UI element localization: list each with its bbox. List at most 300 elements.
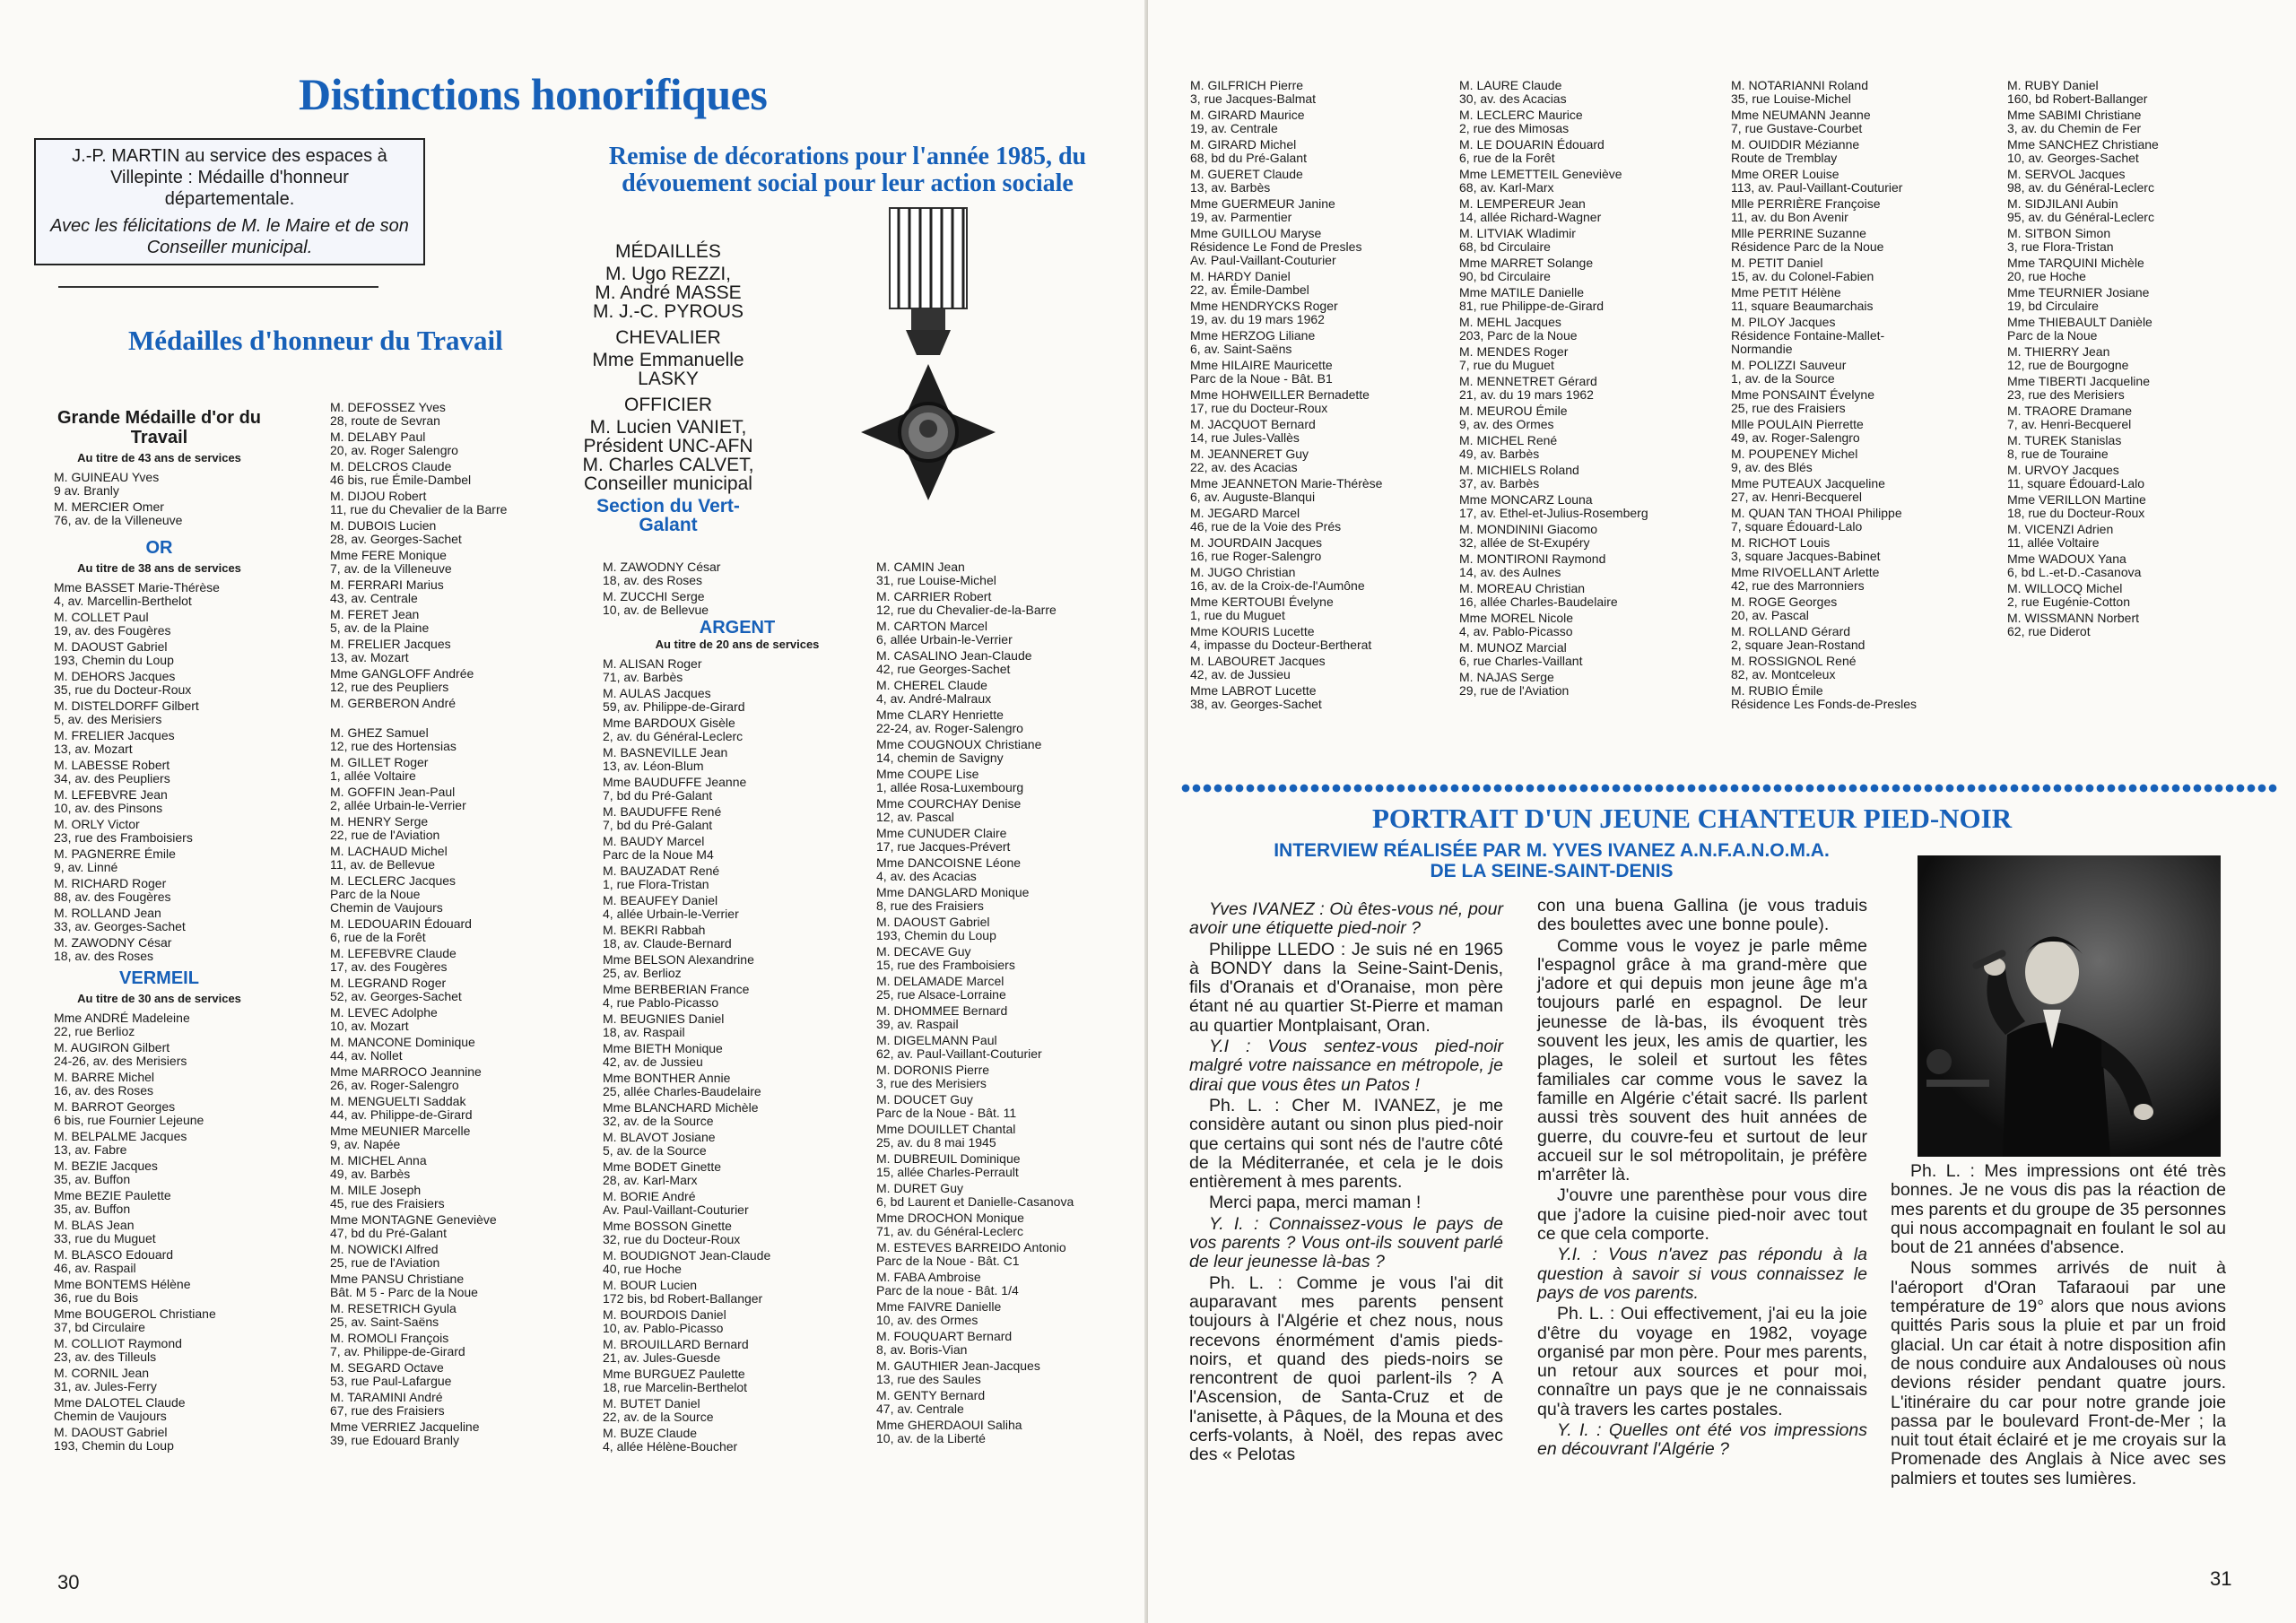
list-item: M. DISTELDORFF Gilbert 5, av. des Merisiers <box>54 699 199 726</box>
list-item <box>2007 197 2276 224</box>
list-item <box>603 590 872 617</box>
person-name: Mme BODET Ginette <box>603 1159 722 1174</box>
person-address: Parc de la Noue <box>2007 328 2098 343</box>
list-item <box>1731 447 2000 474</box>
person-name: M. QUAN TAN THOAI Philippe <box>1731 506 1902 520</box>
list-item <box>1459 552 1728 579</box>
person-address: 90, bd Circulaire <box>1459 269 1551 283</box>
list-item <box>876 649 1136 676</box>
chevalier-name: Mme Emmanuelle LASKY <box>592 350 744 389</box>
list-item <box>603 1190 872 1217</box>
person-address: 32, av. de la Source <box>603 1114 714 1128</box>
person-name: M. MICHIELS Roland <box>1459 463 1579 477</box>
person-address: Résidence Parc de la Noue <box>1731 239 1884 254</box>
person-name: M. BAUDUFFE René <box>603 804 722 819</box>
person-name: Mlle PERRIÈRE Françoise <box>1731 196 1881 211</box>
person-address: 71, av. du Général-Leclerc <box>876 1224 1023 1238</box>
remise-title: Remise de décorations pour l'année 1985, du dévouement social pour leur action sociale <box>608 143 1087 197</box>
article-column-3 <box>1891 1162 2226 1490</box>
list-item <box>876 1034 1136 1061</box>
list-item: M. CORNIL Jean 31, av. Jules-Ferry <box>54 1366 157 1393</box>
person-address: 18, rue Marcelin-Berthelot <box>603 1380 748 1394</box>
person-name: Mme WADOUX Yana <box>2007 551 2126 566</box>
person-name: M. RICHOT Louis <box>1731 535 1831 550</box>
list-item <box>876 827 1136 854</box>
person-name: M. WILLOCQ Michel <box>2007 581 2123 595</box>
section-vert-galant: Section du Vert-Galant <box>596 496 740 535</box>
list-item <box>1190 625 1459 652</box>
person-name: M. BROUILLARD Bernard <box>603 1337 749 1351</box>
person-name: M. GIRARD Maurice <box>1190 108 1305 122</box>
list-item <box>2007 345 2276 372</box>
person-address: Chemin de Vaujours <box>330 900 443 915</box>
person-address: 12, rue du Chevalier-de-la-Barre <box>876 603 1057 617</box>
person-name: M. PETIT Daniel <box>1731 256 1823 270</box>
medaille-name: M. J.-C. PYROUS <box>592 301 744 322</box>
person-address: 4, allée Urbain-le-Verrier <box>603 907 739 921</box>
person-address: 25, av. Berlioz <box>603 966 682 980</box>
list-item <box>330 519 572 546</box>
person-address: 11, allée Voltaire <box>2007 535 2100 550</box>
person-address: 5, av. de la Plaine <box>330 621 430 635</box>
list-item <box>876 1271 1136 1298</box>
person-name: M. CASALINO Jean-Claude <box>876 648 1032 663</box>
person-address: 13, rue des Saules <box>876 1372 981 1386</box>
list-item: M. BARRE Michel 16, av. des Roses <box>54 1070 155 1098</box>
list-item: M. COLLIOT Raymond 23, av. des Tilleuls <box>54 1336 182 1364</box>
person-address: 42, av. de Jussieu <box>1190 667 1291 681</box>
person-name: Mme TIBERTI Jacqueline <box>2007 374 2150 388</box>
officier-name: M. Lucien VANIET, <box>589 417 747 438</box>
list-item <box>603 924 872 950</box>
list-item: M. AUGIRON Gilbert 24-26, av. des Merisiers <box>54 1040 187 1068</box>
person-name: Mme COUGNOUX Christiane <box>876 737 1042 751</box>
person-name: M. DURET Guy <box>876 1181 963 1195</box>
martin-box-congrats: Avec les félicitations de M. le Maire et de son Conseiller municipal. <box>50 216 409 257</box>
person-name: Mme MARRET Solange <box>1459 256 1594 270</box>
person-address: 16, allée Charles-Baudelaire <box>1459 595 1618 609</box>
person-name: M. JACQUOT Bernard <box>1190 417 1316 431</box>
list-item <box>876 1300 1136 1327</box>
person-name: M. DOUCET Guy <box>876 1092 973 1107</box>
person-address: 11, av. de Bellevue <box>330 857 436 872</box>
person-address: 15, rue des Framboisiers <box>876 958 1015 972</box>
person-address: 7, square Édouard-Lalo <box>1731 519 1863 534</box>
person-name: M. GUERET Claude <box>1190 167 1303 181</box>
list-item <box>1459 227 1728 254</box>
person-address: 19, bd Circulaire <box>2007 299 2099 313</box>
person-name: M. BEAUFEY Daniel <box>603 893 718 907</box>
person-address: 3, rue Jacques-Balmat <box>1190 91 1317 106</box>
person-address: 6, bd L.-et-D.-Casanova <box>2007 565 2142 579</box>
person-name: Mme CUNUDER Claire <box>876 826 1007 840</box>
person-address: 25, rue de l'Aviation <box>330 1255 440 1270</box>
person-address: 9, av. des Ormes <box>1459 417 1554 431</box>
person-address: 2, square Jean-Rostand <box>1731 638 1866 652</box>
list-item <box>1190 507 1459 534</box>
list-item <box>1190 299 1459 326</box>
person-name: Mme GHERDAOUI Saliha <box>876 1418 1022 1432</box>
list-item: M. BLAS Jean 33, rue du Muguet <box>54 1218 156 1245</box>
person-address: 37, av. Barbès <box>1459 476 1540 490</box>
list-item <box>330 1332 572 1358</box>
list-item <box>876 1330 1136 1357</box>
person-name: M. TARAMINI André <box>330 1390 443 1404</box>
list-item <box>876 560 1136 587</box>
interview-answer: Comme vous le voyez je parle même l'espagnol grâce à ma grand-mère que j'adore et qui depuis mon jeune âge m'a toujours parlé en espagnol. De leur jeunesse de là-bas, ils évoquent très souvent les jeux, les amis de quartier, les plages, le soleil et surtout les fêtes familiales car comme vous le savez la famille en Algérie c'était sacré. Ils parlent aussi très souvent des huit années de guerre, du couvre-feu et surtout de leur accueil sur le sol métropolitain, je préfère m'arrêter là. <box>1537 935 1867 1185</box>
person-address <box>330 710 572 724</box>
person-name: Mme THIEBAULT Danièle <box>2007 315 2152 329</box>
person-address: 1, allée Voltaire <box>330 768 416 783</box>
person-address: 11, square Édouard-Lalo <box>2007 476 2145 490</box>
person-address: 7, av. Henri-Becquerel <box>2007 417 2132 431</box>
list-item <box>2007 256 2276 283</box>
person-address: Parc de la Noue <box>330 887 421 901</box>
page-title: Distinctions honorifiques <box>299 69 768 119</box>
list-item <box>1190 138 1459 165</box>
person-name: M. BAUZADAT René <box>603 864 720 878</box>
person-address: 2, allée Urbain-le-Verrier <box>330 798 466 812</box>
list-item <box>1459 523 1728 550</box>
person-address: 9, av. Napée <box>330 1137 401 1151</box>
list-item <box>1190 388 1459 415</box>
person-address: 20, rue Hoche <box>2007 269 2086 283</box>
person-name: M. LEFEBVRE Claude <box>330 946 457 960</box>
list-item <box>603 1042 872 1069</box>
list-item <box>2007 612 2276 638</box>
person-address: 1, allée Rosa-Luxembourg <box>876 780 1024 794</box>
list-item <box>1190 447 1459 474</box>
list-item: M. RICHARD Roger 88, av. des Fougères <box>54 876 171 904</box>
list-item <box>1459 138 1728 165</box>
list-item <box>330 1272 572 1299</box>
list-item <box>1731 197 2000 224</box>
person-address: 22, av. Émile-Dambel <box>1190 282 1309 297</box>
list-item: M. DAOUST Gabriel 193, Chemin du Loup <box>54 1425 174 1453</box>
list-item <box>330 947 572 974</box>
person-name: M. GHEZ Samuel <box>330 725 429 740</box>
list-item <box>330 874 572 915</box>
person-name: Mme JEANNETON Marie-Thérèse <box>1190 476 1383 490</box>
person-address: 6, bd Laurent et Danielle-Casanova <box>876 1194 1074 1209</box>
person-name: Mme HOHWEILLER Bernadette <box>1190 387 1370 402</box>
person-address: 19, av. du 19 mars 1962 <box>1190 312 1325 326</box>
person-name: M. MONTIRONI Raymond <box>1459 551 1606 566</box>
list-item <box>603 1101 872 1128</box>
person-address: 45, rue des Fraisiers <box>330 1196 445 1211</box>
person-name: Mme DANCOISNE Léone <box>876 855 1022 870</box>
person-address: 35, rue Louise-Michel <box>1731 91 1851 106</box>
list-item: M. GUINEAU Yves 9 av. Branly <box>54 470 160 498</box>
martin-box <box>34 138 425 265</box>
person-name: M. BASNEVILLE Jean <box>603 745 728 759</box>
list-item <box>2007 493 2276 520</box>
person-address: 68, av. Karl-Marx <box>1459 180 1554 195</box>
list-item <box>1459 79 1728 106</box>
person-address: 16, rue Roger-Salengro <box>1190 549 1322 563</box>
person-name: M. BAUDY Marcel <box>603 834 705 848</box>
person-name: M. MENGUELTI Saddak <box>330 1094 466 1108</box>
person-name: M. LABOURET Jacques <box>1190 654 1326 668</box>
person-name: M. MOREAU Christian <box>1459 581 1586 595</box>
person-address: Av. Paul-Vaillant-Couturier <box>1190 253 1336 267</box>
person-address: 46, rue de la Voie des Prés <box>1190 519 1342 534</box>
list-item <box>2007 108 2276 135</box>
person-name: M. NAJAS Serge <box>1459 670 1554 684</box>
person-name: Mme MONTAGNE Geneviève <box>330 1212 497 1227</box>
person-address: 17, rue du Docteur-Roux <box>1190 401 1328 415</box>
person-address: 4, av. André-Malraux <box>876 691 992 706</box>
list-item: M. BLASCO Edouard 46, av. Raspail <box>54 1247 174 1275</box>
person-address: 17, av. Ethel-et-Julius-Rosemberg <box>1459 506 1648 520</box>
person-address: 6, allée Urbain-le-Verrier <box>876 632 1013 647</box>
person-address: 8, rue de Touraine <box>2007 447 2109 461</box>
person-address: 43, av. Centrale <box>330 591 418 605</box>
person-address: 81, rue Philippe-de-Girard <box>1459 299 1605 313</box>
person-name: M. GERBERON André <box>330 696 457 710</box>
list-item <box>603 1308 872 1335</box>
person-address: 13, av. Barbès <box>1190 180 1271 195</box>
person-name: M. MONDININI Giacomo <box>1459 522 1598 536</box>
person-name: M. NOWICKI Alfred <box>330 1242 439 1256</box>
person-address: 39, rue Edouard Branly <box>330 1433 459 1447</box>
list-item <box>603 716 872 743</box>
person-name: M. RUBY Daniel <box>2007 78 2099 92</box>
person-address: 62, rue Diderot <box>2007 624 2091 638</box>
person-address: 28, route de Sevran <box>330 413 440 428</box>
person-name: Mme BONTHER Annie <box>603 1071 731 1085</box>
list-item <box>876 1063 1136 1090</box>
person-address: 7, bd du Pré-Galant <box>603 818 713 832</box>
person-name: M. GOFFIN Jean-Paul <box>330 785 456 799</box>
person-name: M. BUZE Claude <box>603 1426 698 1440</box>
list-item <box>876 886 1136 913</box>
person-address: 82, av. Montceleux <box>1731 667 1836 681</box>
person-address: 18, av. Claude-Bernard <box>603 936 732 950</box>
person-name: Mme MONCARZ Louna <box>1459 492 1593 507</box>
list-item <box>1731 316 2000 356</box>
list-item <box>1190 359 1459 386</box>
person-address: 39, av. Raspail <box>876 1017 959 1031</box>
person-name: M. TUREK Stanislas <box>2007 433 2122 447</box>
person-address: 71, av. Barbès <box>603 670 683 684</box>
person-name: M. GILLET Roger <box>330 755 429 769</box>
list-item <box>330 490 572 516</box>
person-name: Mme BAUDUFFE Jeanne <box>603 775 747 789</box>
person-address: Parc de la noue - Bât. 1/4 <box>876 1283 1019 1298</box>
person-address: 13, av. Léon-Blum <box>603 759 704 773</box>
person-address: 14, rue Jules-Vallès <box>1190 430 1300 445</box>
person-name: Mme TEURNIER Josiane <box>2007 285 2150 299</box>
list-item <box>330 1124 572 1151</box>
interview-question: Y.I. : Vous n'avez pas répondu à la question à savoir si vous connaissez le pays de vos parents. <box>1537 1245 1867 1303</box>
list-item <box>1190 418 1459 445</box>
person-address: 62, av. Paul-Vaillant-Couturier <box>876 1046 1042 1061</box>
ceremony-list <box>574 235 762 534</box>
person-address: 23, rue des Merisiers <box>2007 387 2125 402</box>
medal-column-1 <box>54 404 265 1455</box>
list-item <box>876 679 1136 706</box>
person-name: Mlle POULAIN Pierrette <box>1731 417 1864 431</box>
interview-answer: con una buena Gallina (je vous traduis des boulettes avec une bonne poule). <box>1537 896 1867 935</box>
person-name: M. ROGE Georges <box>1731 595 1838 609</box>
person-name: M. DELAMADE Marcel <box>876 974 1004 988</box>
person-address: 203, Parc de la Noue <box>1459 328 1578 343</box>
list-item <box>330 549 572 576</box>
list-item: M. MERCIER Omer 76, av. de la Villeneuve <box>54 499 183 527</box>
list-item <box>330 1095 572 1122</box>
medal-column-6 <box>1459 79 1728 700</box>
list-item <box>603 1249 872 1276</box>
list-item: M. ZAWODNY César 18, av. des Roses <box>54 935 172 963</box>
person-name: Mme KERTOUBI Évelyne <box>1190 595 1334 609</box>
person-address: 32, allée de St-Exupéry <box>1459 535 1590 550</box>
person-name: M. DELABY Paul <box>330 430 426 444</box>
person-address: 17, rue Jacques-Prévert <box>876 839 1011 854</box>
person-name: Mme GUERMEUR Janine <box>1190 196 1335 211</box>
medal-column-4 <box>876 560 1136 1448</box>
interview-question: Y. I. : Connaissez-vous le pays de vos parents ? Vous ont-ils souvent parlé de leur jeunesse là-bas ? <box>1189 1213 1503 1272</box>
person-address: 28, av. Georges-Sachet <box>330 532 462 546</box>
interview-answer: Ph. L. : Mes impressions ont été très bonnes. Je ne vous dis pas la réaction de mes parents et du groupe de 35 personnes qui nous accompagnait en foulant le sol au bout de 21 années d'absence. <box>1891 1161 2226 1258</box>
person-name: M. GILFRICH Pierre <box>1190 78 1304 92</box>
list-item <box>2007 138 2276 165</box>
martin-box-text: J.-P. MARTIN au service des espaces à Villepinte : Médaille d'honneur départementale. <box>72 146 387 209</box>
person-address: Résidence Les Fonds-de-Presles <box>1731 697 1917 711</box>
list-item: M. COLLET Paul 19, av. des Fougères <box>54 610 171 638</box>
list-item <box>1459 582 1728 609</box>
list-item <box>1190 655 1459 681</box>
person-name: M. POLIZZI Sauveur <box>1731 358 1847 372</box>
person-name: M. LEVEC Adolphe <box>330 1005 438 1020</box>
list-item <box>1731 168 2000 195</box>
person-address: 11, square Beaumarchais <box>1731 299 1874 313</box>
person-name: M. NOTARIANNI Roland <box>1731 78 1868 92</box>
person-address: 25, rue des Fraisiers <box>1731 401 1846 415</box>
person-address: 8, rue des Fraisiers <box>876 898 984 913</box>
list-item <box>1459 197 1728 224</box>
person-name: M. GAUTHIER Jean-Jacques <box>876 1358 1040 1373</box>
list-item <box>1731 684 2000 711</box>
person-name: Mme DANGLARD Monique <box>876 885 1030 899</box>
column-3-top <box>603 560 872 617</box>
person-address: 10, av. Pablo-Picasso <box>603 1321 724 1335</box>
list-item <box>330 608 572 635</box>
person-name: M. RUBIO Émile <box>1731 683 1823 698</box>
list-item <box>330 1243 572 1270</box>
person-name: Mme FERE Monique <box>330 548 447 562</box>
medal-column-2 <box>330 401 572 1450</box>
person-name: M. BORIE André <box>603 1189 696 1203</box>
person-name: Mme BLANCHARD Michèle <box>603 1100 759 1115</box>
person-address: 13, av. Mozart <box>330 650 409 664</box>
list-item <box>330 578 572 605</box>
list-item <box>603 560 872 587</box>
person-name: M. MUNOZ Marcial <box>1459 640 1567 655</box>
person-address: 14, allée Richard-Wagner <box>1459 210 1602 224</box>
person-name: M. LEMPEREUR Jean <box>1459 196 1586 211</box>
person-address: 18, rue du Docteur-Roux <box>2007 506 2145 520</box>
person-name: M. JUGO Christian <box>1190 565 1296 579</box>
list-item <box>876 1123 1136 1150</box>
list-item <box>2007 582 2276 609</box>
person-name: M. MICHEL René <box>1459 433 1558 447</box>
person-name: M. WISSMANN Norbert <box>2007 611 2140 625</box>
list-item <box>2007 227 2276 254</box>
list-item <box>330 1036 572 1063</box>
person-name: M. MANCONE Dominique <box>330 1035 475 1049</box>
person-address: 22, av. de la Source <box>603 1410 714 1424</box>
list-item <box>1190 329 1459 356</box>
person-name: M. DIGELMANN Paul <box>876 1033 997 1047</box>
person-name: Mme PETIT Hélène <box>1731 285 1841 299</box>
person-name: M. MENDES Roger <box>1459 344 1569 359</box>
person-name: M. DECAVE Guy <box>876 944 971 959</box>
list-item <box>1459 108 1728 135</box>
officier-name: M. Charles CALVET, <box>582 455 754 475</box>
person-name: M. DEFOSSEZ Yves <box>330 400 446 414</box>
person-address: 25, allée Charles-Baudelaire <box>603 1084 761 1098</box>
medaille-name: M. Ugo REZZI, <box>604 264 732 284</box>
list-item <box>603 1427 872 1454</box>
or-heading: OR <box>145 538 173 558</box>
list-item: Mme ANDRÉ Madeleine 22, rue Berlioz <box>54 1011 190 1038</box>
person-address: 2, rue des Mimosas <box>1459 121 1570 135</box>
person-name: M. ESTEVES BARREIDO Antonio <box>876 1240 1066 1254</box>
officier-name: Président UNC-AFN <box>583 436 753 456</box>
medal-column-5 <box>1190 79 1459 714</box>
list-item <box>1190 168 1459 195</box>
list-item <box>1190 566 1459 593</box>
person-address: 67, rue des Fraisiers <box>330 1403 445 1418</box>
person-name: M. CHEREL Claude <box>876 678 987 692</box>
list-item <box>1459 345 1728 372</box>
list-item <box>1731 477 2000 504</box>
person-address: 68, bd du Pré-Galant <box>1190 151 1307 165</box>
list-item <box>1459 493 1728 520</box>
person-address: 68, bd Circulaire <box>1459 239 1551 254</box>
person-address: 49, av. Barbès <box>1459 447 1540 461</box>
person-address: Parc de la Noue - Bât. B1 <box>1190 371 1333 386</box>
person-address: 47, bd du Pré-Galant <box>330 1226 447 1240</box>
person-name: M. ROLLAND Gérard <box>1731 624 1851 638</box>
list-item <box>330 726 572 753</box>
person-name: Mme ORER Louise <box>1731 167 1839 181</box>
interview-byline <box>1202 840 1901 881</box>
list-item <box>1459 256 1728 283</box>
list-item <box>2007 168 2276 195</box>
list-item: M. DEHORS Jacques 35, rue du Docteur-Roux <box>54 669 192 697</box>
list-item <box>603 1397 872 1424</box>
person-name: M. ROMOLI François <box>330 1331 449 1345</box>
list-item <box>603 657 872 684</box>
list-item <box>1731 655 2000 681</box>
list-item <box>330 785 572 812</box>
person-name: Mme TARQUINI Michèle <box>2007 256 2144 270</box>
person-name: Mme MOREL Nicole <box>1459 611 1574 625</box>
person-address: 19, av. Parmentier <box>1190 210 1292 224</box>
list-item <box>603 1279 872 1306</box>
person-name: M. JOURDAIN Jacques <box>1190 535 1323 550</box>
person-address: 14, av. des Aulnes <box>1459 565 1561 579</box>
list-item <box>330 1184 572 1211</box>
list-item <box>1459 286 1728 313</box>
list-item <box>2007 523 2276 550</box>
list-item <box>1459 434 1728 461</box>
list-item <box>876 797 1136 824</box>
list-item <box>876 1389 1136 1416</box>
list-item <box>1731 227 2000 254</box>
